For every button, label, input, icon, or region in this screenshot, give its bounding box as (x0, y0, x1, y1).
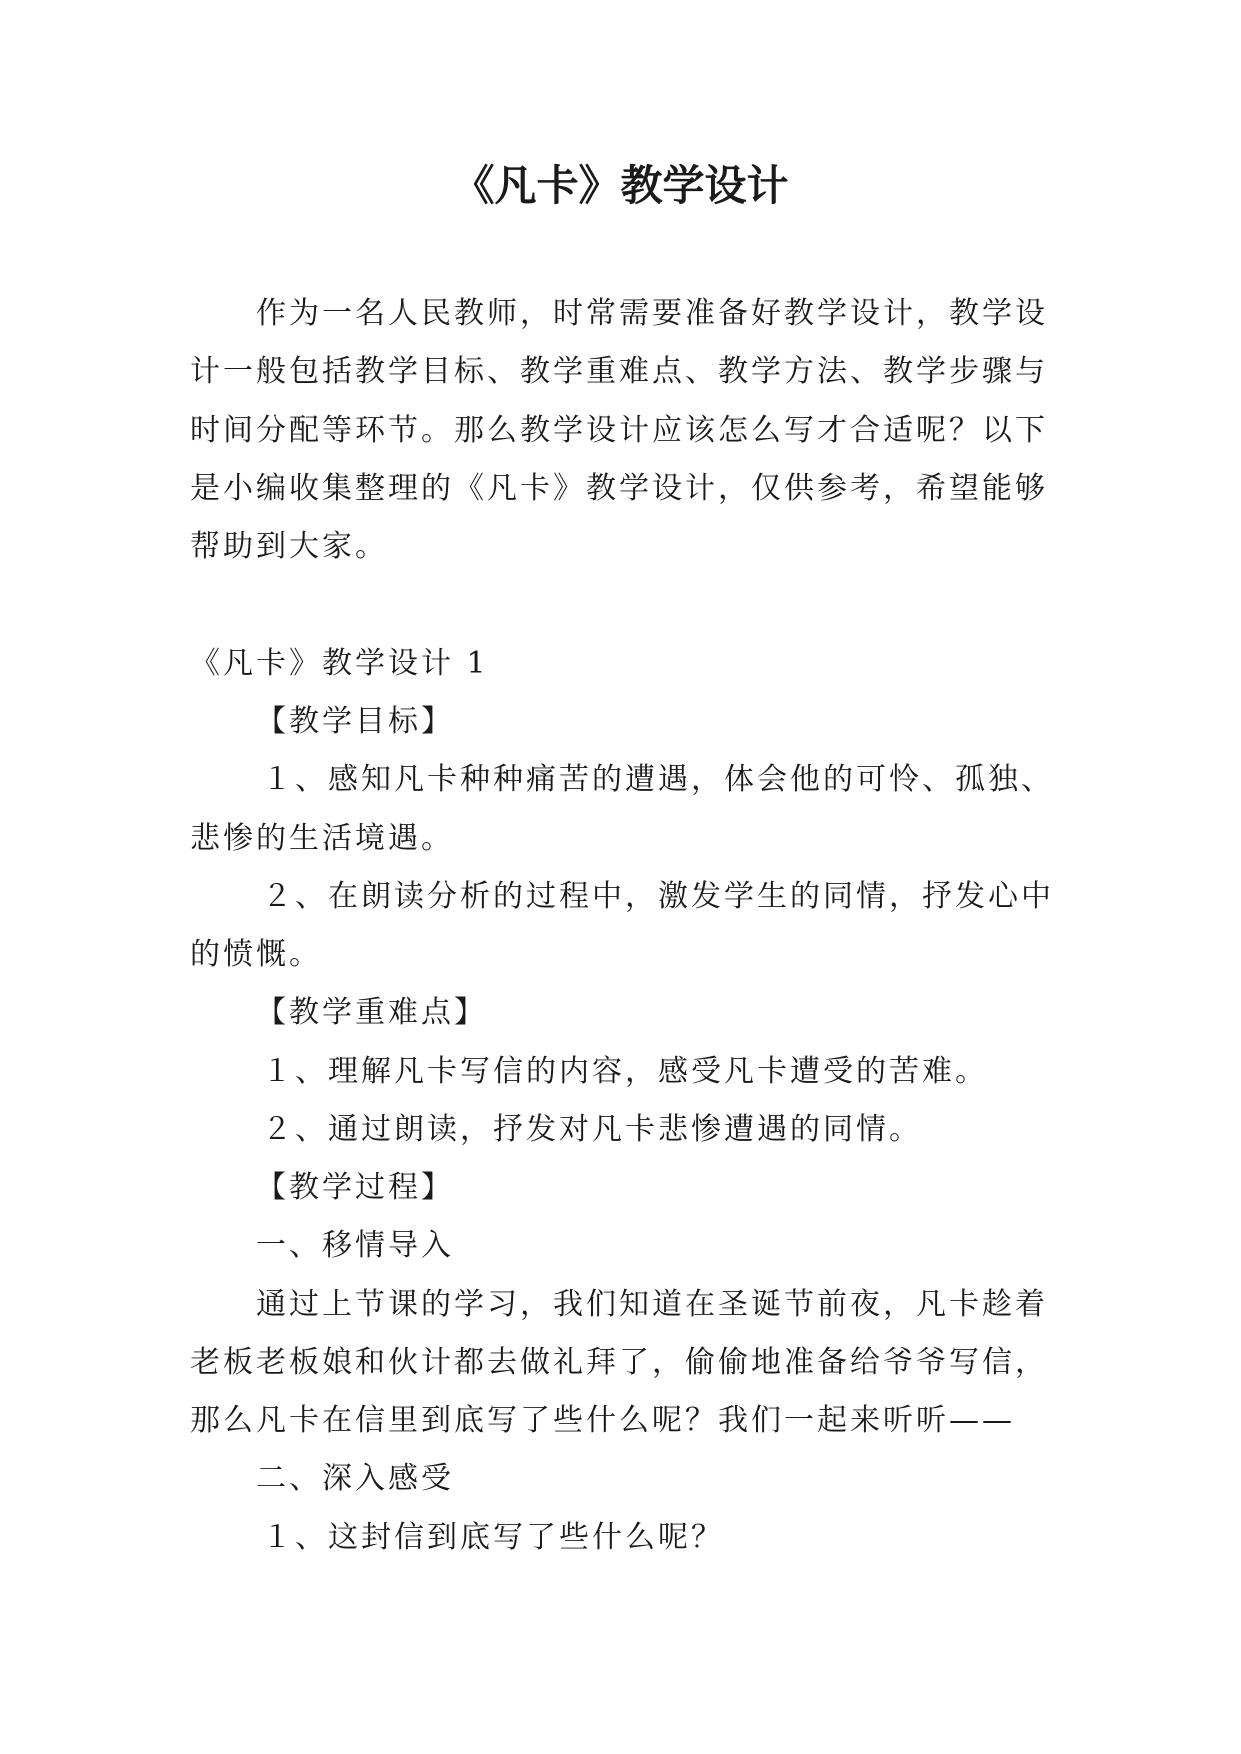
step-1-paragraph-line: 那么凡卡在信里到底写了些什么呢？我们一起来听听—— (190, 1403, 1015, 1438)
step-2-item-1: １、这封信到底写了些什么呢？ (262, 1520, 724, 1555)
step-1-paragraph-line: 通过上节课的学习，我们知道在圣诞节前夜，凡卡趁着 (256, 1287, 1048, 1322)
intro-paragraph-line: 作为一名人民教师，时常需要准备好教学设计，教学设 (256, 296, 1048, 331)
step-1-heading: 一、移情导入 (256, 1228, 454, 1263)
section-title: 《凡卡》教学设计 1 (190, 646, 489, 681)
intro-paragraph-line: 帮助到大家。 (190, 529, 388, 564)
document-title: 《凡卡》教学设计 (452, 161, 789, 210)
goal-1-line: １、感知凡卡种种痛苦的遭遇，体会他的可怜、孤独、 (262, 762, 1054, 797)
step-2-heading: 二、深入感受 (256, 1461, 454, 1496)
intro-paragraph-line: 计一般包括教学目标、教学重难点、教学方法、教学步骤与 (190, 354, 1048, 389)
keypoints-heading: 【教学重难点】 (256, 995, 487, 1030)
goal-1-line: 悲惨的生活境遇。 (190, 821, 454, 856)
goal-2-line: ２、在朗读分析的过程中，激发学生的同情，抒发心中 (262, 879, 1054, 914)
goals-heading: 【教学目标】 (256, 704, 454, 739)
keypoint-2: ２、通过朗读，抒发对凡卡悲惨遭遇的同情。 (262, 1112, 922, 1147)
intro-paragraph-line: 是小编收集整理的《凡卡》教学设计，仅供参考，希望能够 (190, 471, 1048, 506)
step-1-paragraph-line: 老板老板娘和伙计都去做礼拜了，偷偷地准备给爷爷写信， (190, 1345, 1048, 1380)
intro-paragraph-line: 时间分配等环节。那么教学设计应该怎么写才合适呢？以下 (190, 413, 1048, 448)
goal-2-line: 的愤慨。 (190, 937, 322, 972)
process-heading: 【教学过程】 (256, 1170, 454, 1205)
keypoint-1: １、理解凡卡写信的内容，感受凡卡遭受的苦难。 (262, 1054, 988, 1089)
